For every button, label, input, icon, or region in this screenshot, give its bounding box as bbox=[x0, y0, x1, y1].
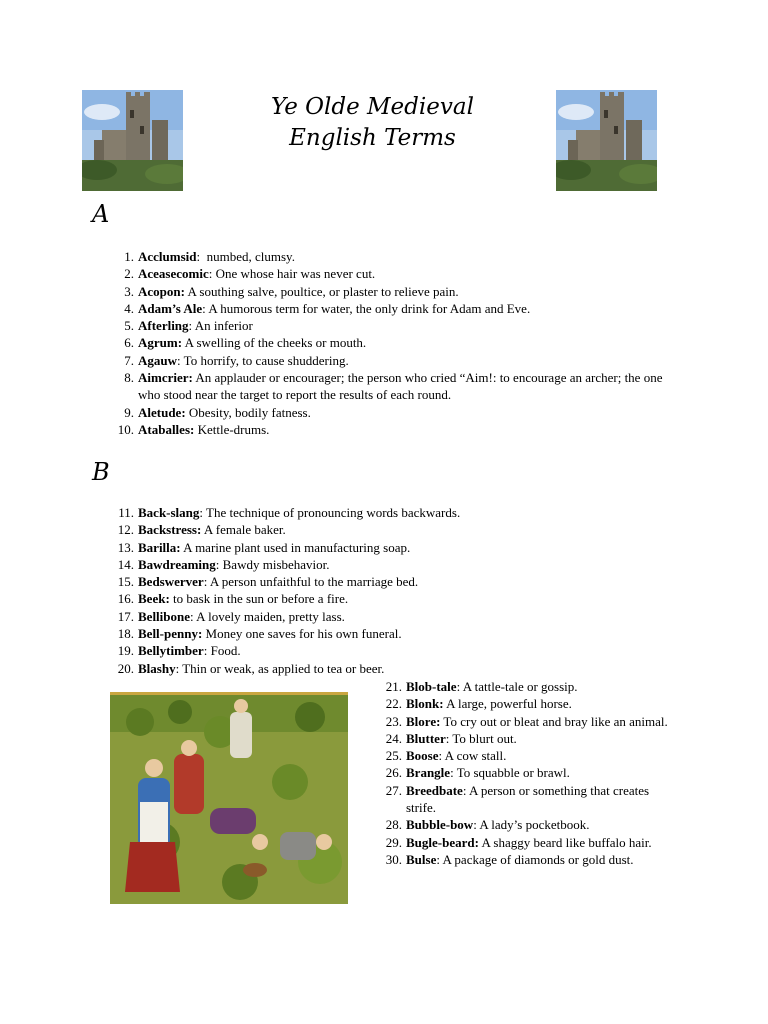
castle-image-right bbox=[556, 90, 657, 191]
term: Acopon: bbox=[138, 283, 185, 299]
definition: A lovely maiden, pretty lass. bbox=[193, 608, 345, 624]
term: Bulse bbox=[406, 851, 437, 867]
list-item: 28. Bubble-bow: A lady’s pocketbook. bbox=[385, 817, 590, 833]
list-item: 5. Afterling: An inferior bbox=[124, 318, 253, 334]
definition: Kettle-drums. bbox=[194, 421, 270, 437]
term: Bubble-bow bbox=[406, 817, 474, 833]
term: Adam’s Ale bbox=[138, 300, 203, 316]
definition: Obesity, bodily fatness. bbox=[185, 404, 311, 420]
list-item: 1. Acclumsid: numbed, clumsy. bbox=[124, 249, 295, 264]
term: Brangle bbox=[406, 765, 451, 781]
term: Breedbate bbox=[406, 782, 463, 798]
list-item: 16. Beek: to bask in the sun or before a fire. bbox=[117, 591, 349, 607]
definition: Bawdy misbehavior. bbox=[219, 556, 330, 572]
term: Aceasecomic bbox=[138, 266, 209, 282]
list-item: 13. Barilla: A marine plant used in manufacturing soap. bbox=[117, 539, 411, 555]
definition: A person or something that creates strife. bbox=[406, 782, 650, 816]
title-line-1: Ye Olde Medieval bbox=[271, 94, 474, 120]
term: Blashy bbox=[138, 660, 176, 676]
title-line-2: English Terms bbox=[289, 125, 456, 151]
list-item: 11. Back-slang: The technique of pronouncing words backwards. bbox=[118, 505, 461, 520]
term: Aletude: bbox=[138, 404, 186, 420]
term: Ataballes: bbox=[138, 421, 195, 437]
term: Bugle-beard: bbox=[406, 834, 479, 850]
list-item: 7. Agauw: To horrify, to cause shuddering. bbox=[124, 352, 349, 368]
term: Bawdreaming bbox=[138, 556, 216, 572]
list-item: 8. Aimcrier: An applauder or encourager; the person who cried “Aim!: to encourage an archer; the one who stood near the target to report the results of each round. bbox=[124, 370, 666, 403]
section-letter-a: A bbox=[92, 200, 110, 228]
list-item: 22. Blonk: A large, powerful horse. bbox=[385, 696, 572, 712]
list-item: 14. Bawdreaming: Bawdy misbehavior. bbox=[117, 556, 330, 572]
definition: A package of diamonds or gold dust. bbox=[439, 851, 634, 867]
term: Beek: bbox=[138, 591, 170, 607]
list-item: 15. Bedswerver: A person unfaithful to the marriage bed. bbox=[117, 574, 419, 590]
definition: A humorous term for water, the only drink for Adam and Eve. bbox=[205, 300, 531, 316]
term: Back-slang bbox=[138, 505, 200, 520]
definition: To cry out or bleat and bray like an animal. bbox=[440, 713, 668, 729]
definition: An inferior bbox=[192, 318, 253, 334]
list-item: 21. Blob-tale: A tattle-tale or gossip. bbox=[385, 679, 578, 694]
term-list-b bbox=[112, 504, 672, 677]
list-item: 9. Aletude: Obesity, bodily fatness. bbox=[124, 404, 311, 420]
list-item: 29. Bugle-beard: A shaggy beard like buffalo hair. bbox=[385, 834, 652, 850]
definition: to bask in the sun or before a fire. bbox=[169, 591, 349, 607]
term: Bell-penny: bbox=[138, 626, 203, 642]
definition: A swelling of the cheeks or mouth. bbox=[182, 335, 367, 351]
definition: Thin or weak, as applied to tea or beer. bbox=[179, 660, 385, 676]
list-item: 23. Blore: To cry out or bleat and bray like an animal. bbox=[385, 713, 668, 729]
term: Acclumsid bbox=[138, 249, 197, 264]
term: Blonk: bbox=[406, 696, 444, 712]
list-item: 26. Brangle: To squabble or brawl. bbox=[385, 765, 570, 781]
definition: To squabble or brawl. bbox=[453, 765, 570, 781]
term: Blutter bbox=[406, 730, 446, 746]
section-letter-b: B bbox=[92, 458, 110, 486]
list-item: 4. Adam’s Ale: A humorous term for water, the only drink for Adam and Eve. bbox=[124, 300, 531, 316]
list-item: 24. Blutter: To blurt out. bbox=[385, 730, 517, 746]
definition: Food. bbox=[207, 643, 241, 659]
term: Agrum: bbox=[138, 335, 183, 351]
definition: To blurt out. bbox=[449, 730, 517, 746]
term-list-b-continued bbox=[380, 678, 680, 868]
definition: Money one saves for his own funeral. bbox=[202, 626, 402, 642]
term: Blore: bbox=[406, 713, 441, 729]
list-item: 17. Bellibone: A lovely maiden, pretty lass. bbox=[117, 608, 345, 624]
term: Backstress: bbox=[138, 522, 202, 538]
definition: A southing salve, poultice, or plaster to relieve pain. bbox=[184, 283, 459, 299]
list-item: 12. Backstress: A female baker. bbox=[117, 522, 286, 538]
term: Barilla: bbox=[138, 539, 181, 555]
term: Bellytimber bbox=[138, 643, 204, 659]
castle-image-left bbox=[82, 90, 183, 191]
definition: A female baker. bbox=[201, 522, 286, 538]
definition: The technique of pronouncing words backwards. bbox=[203, 505, 461, 520]
list-item: 30. Bulse: A package of diamonds or gold dust. bbox=[385, 851, 634, 867]
list-item: 20. Blashy: Thin or weak, as applied to tea or beer. bbox=[117, 660, 385, 676]
list-item: 25. Boose: A cow stall. bbox=[385, 748, 507, 764]
term: Afterling bbox=[138, 318, 189, 334]
list-item: 2. Aceasecomic: One whose hair was never cut. bbox=[124, 266, 376, 282]
definition: An applauder or encourager; the person who cried “Aim!: to encourage an archer; the one who stood near the target to report the results of each round. bbox=[138, 370, 666, 403]
term: Agauw bbox=[138, 352, 178, 368]
term-list-a bbox=[112, 248, 672, 438]
term: Blob-tale bbox=[406, 679, 457, 694]
definition: numbed, clumsy. bbox=[200, 249, 295, 264]
definition: A lady’s pocketbook. bbox=[476, 817, 590, 833]
list-item: 27. Breedbate: A person or something that creates strife. bbox=[385, 782, 650, 816]
definition: A tattle-tale or gossip. bbox=[460, 679, 578, 694]
definition: One whose hair was never cut. bbox=[212, 266, 376, 282]
list-item: 10. Ataballes: Kettle-drums. bbox=[117, 421, 270, 437]
definition: A cow stall. bbox=[442, 748, 507, 764]
medieval-harvest-painting bbox=[110, 692, 348, 904]
list-item: 3. Acopon: A southing salve, poultice, or plaster to relieve pain. bbox=[124, 283, 459, 299]
definition: A shaggy beard like buffalo hair. bbox=[478, 834, 652, 850]
list-item: 6. Agrum: A swelling of the cheeks or mouth. bbox=[124, 335, 367, 351]
term: Aimcrier: bbox=[138, 370, 193, 386]
page-title bbox=[200, 92, 545, 154]
definition: A large, powerful horse. bbox=[443, 696, 572, 712]
term: Bellibone bbox=[138, 608, 191, 624]
definition: To horrify, to cause shuddering. bbox=[180, 352, 349, 368]
definition: A marine plant used in manufacturing soap. bbox=[180, 539, 411, 555]
list-item: 19. Bellytimber: Food. bbox=[117, 643, 241, 659]
term: Boose bbox=[406, 748, 439, 764]
list-item: 18. Bell-penny: Money one saves for his own funeral. bbox=[117, 626, 402, 642]
term: Bedswerver bbox=[138, 574, 204, 590]
definition: A person unfaithful to the marriage bed. bbox=[207, 574, 419, 590]
